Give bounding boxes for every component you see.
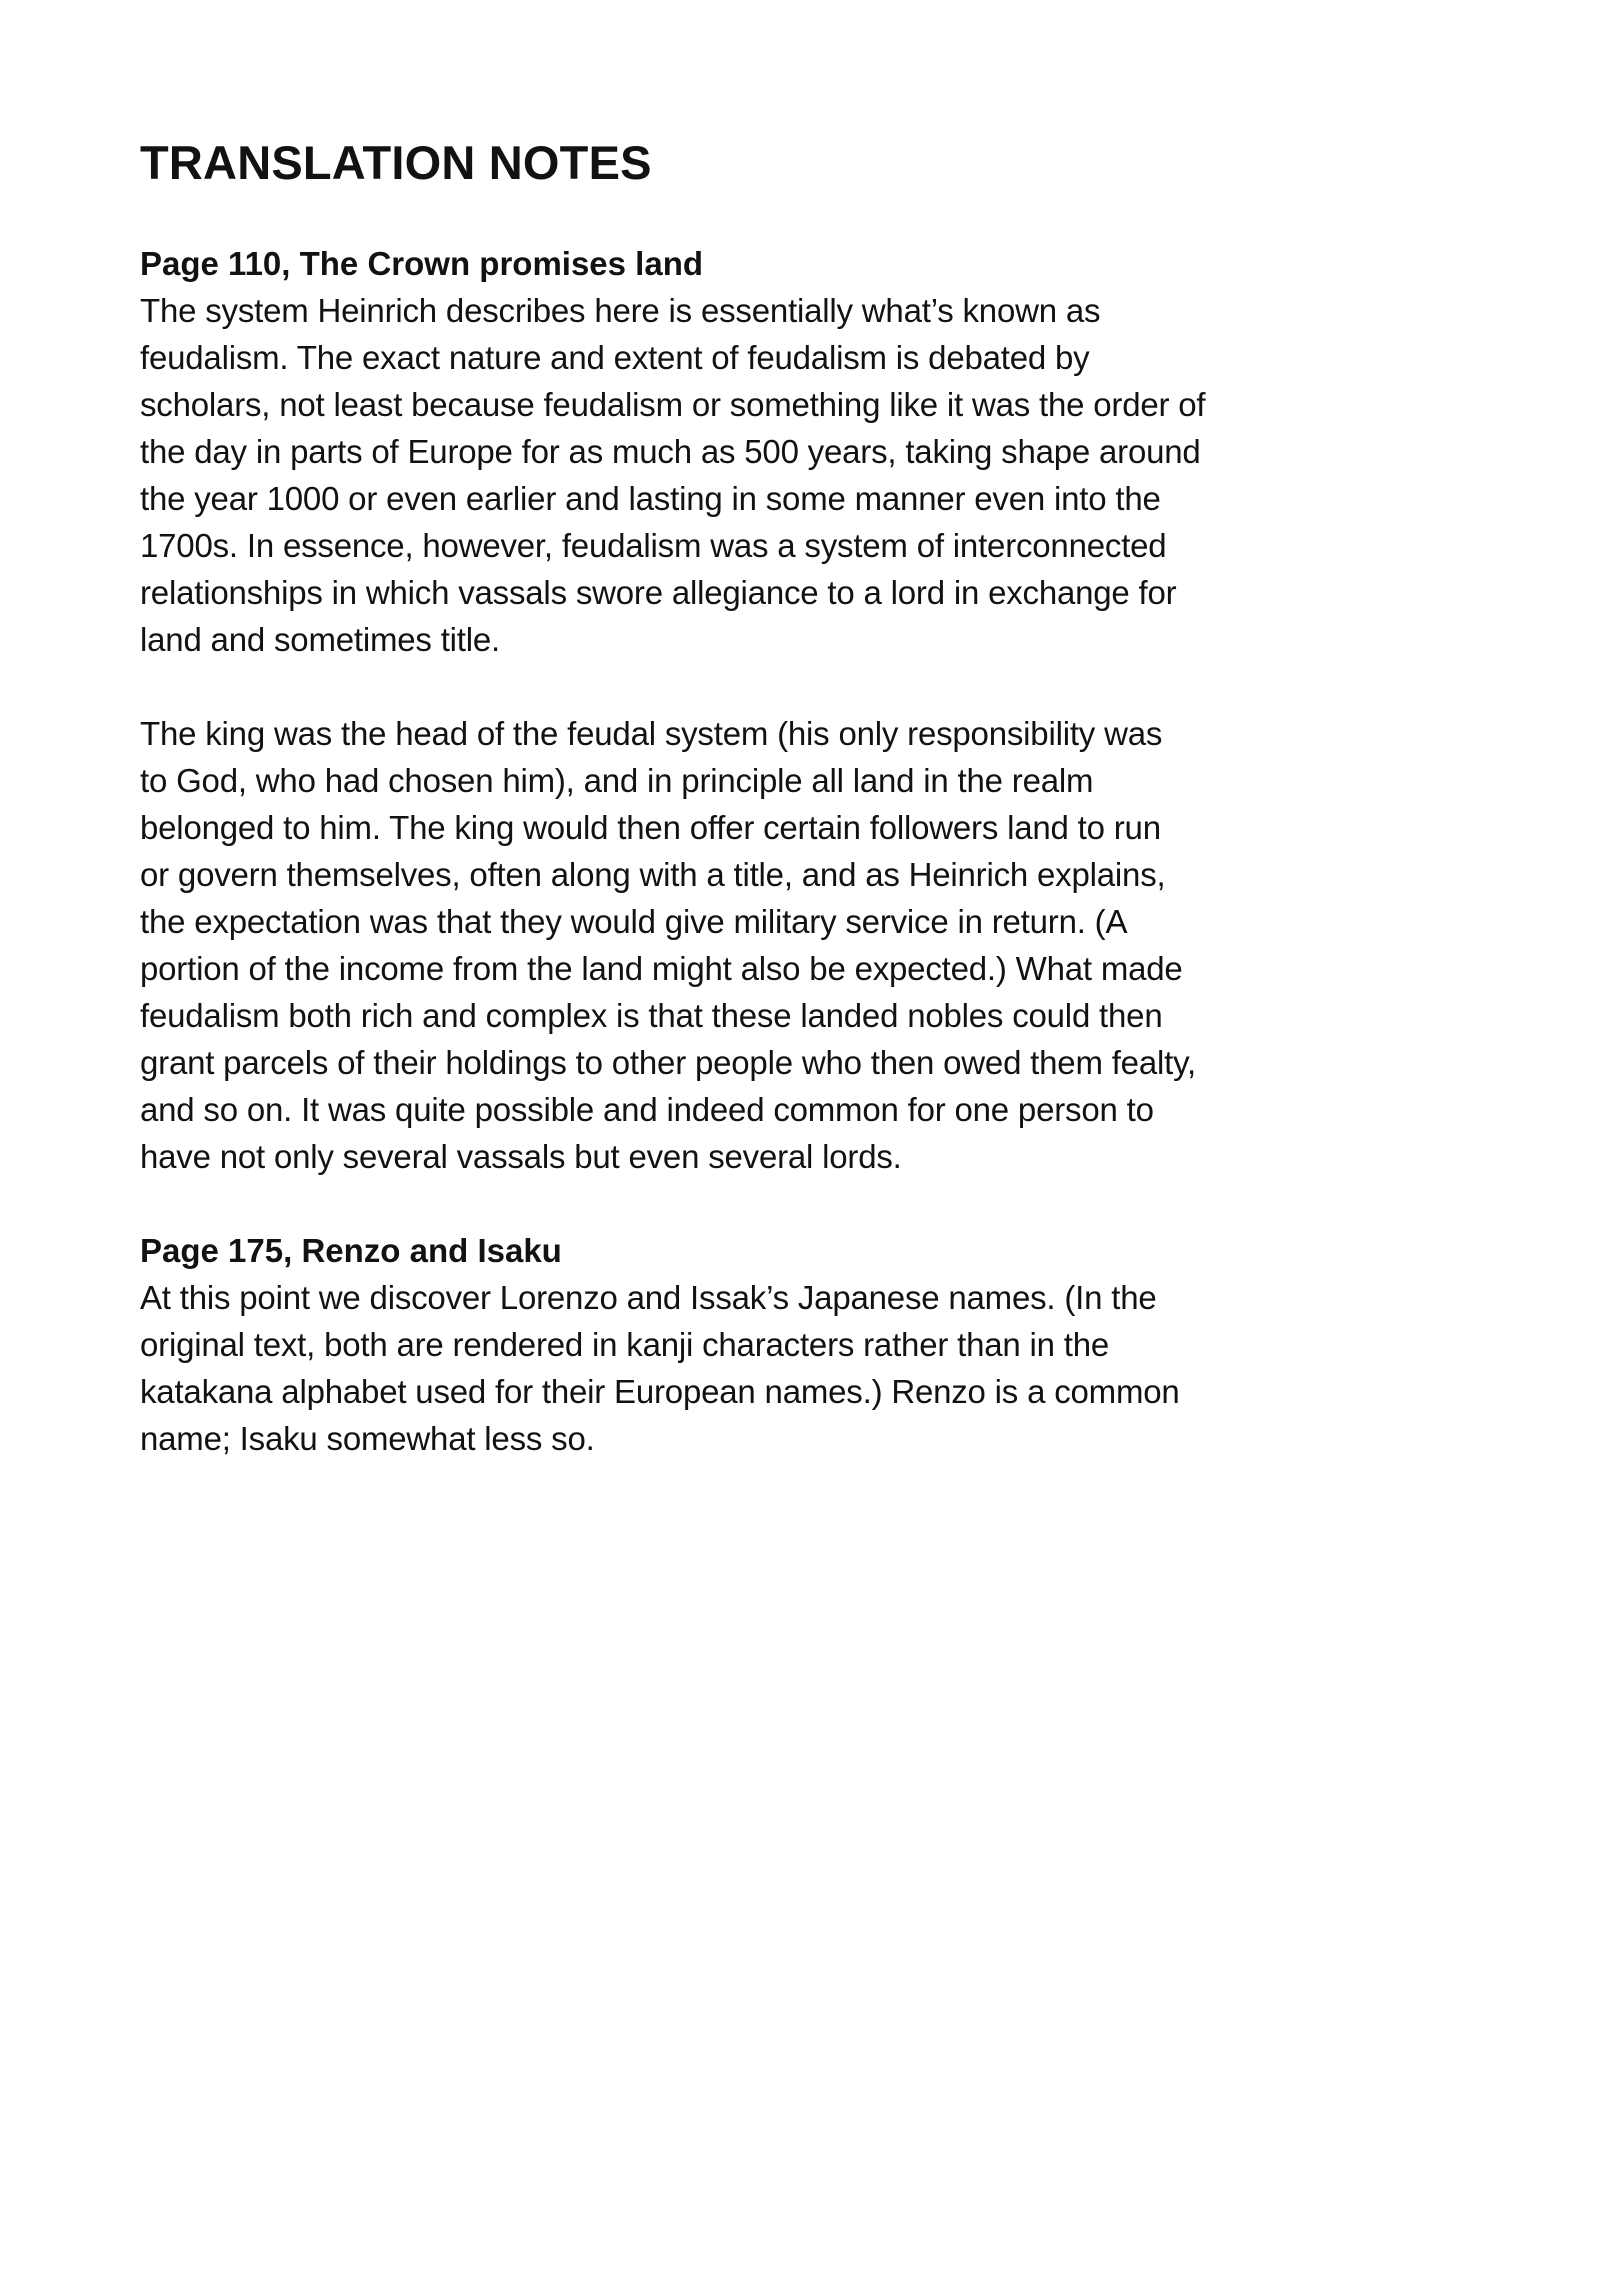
text-line: belonged to him. The king would then offer certain followers land to run — [140, 809, 1161, 846]
text-line: or govern themselves, often along with a title, and as Heinrich explains, — [140, 856, 1166, 893]
paragraph — [140, 1274, 1540, 1462]
section-page-110 — [140, 240, 1540, 1180]
text-line: the expectation was that they would give military service in return. (A — [140, 903, 1128, 940]
paragraph — [140, 287, 1540, 663]
text-line: and so on. It was quite possible and indeed common for one person to — [140, 1091, 1154, 1128]
section-heading: Page 175, Renzo and Isaku — [140, 1232, 562, 1269]
text-line: the day in parts of Europe for as much as 500 years, taking shape around — [140, 433, 1201, 470]
text-line: name; Isaku somewhat less so. — [140, 1420, 595, 1457]
page-title: TRANSLATION NOTES — [140, 136, 652, 189]
section-page-175 — [140, 1227, 1540, 1462]
text-line: At this point we discover Lorenzo and Issak’s Japanese names. (In the — [140, 1279, 1157, 1316]
text-line: 1700s. In essence, however, feudalism was a system of interconnected — [140, 527, 1167, 564]
text-line: to God, who had chosen him), and in principle all land in the realm — [140, 762, 1094, 799]
text-line: land and sometimes title. — [140, 621, 501, 658]
page-content — [140, 138, 1540, 1462]
text-line: katakana alphabet used for their European names.) Renzo is a common — [140, 1373, 1180, 1410]
text-line: the year 1000 or even earlier and lasting in some manner even into the — [140, 480, 1161, 517]
paragraph — [140, 710, 1540, 1180]
text-line: The system Heinrich describes here is essentially what’s known as — [140, 292, 1101, 329]
text-line: feudalism both rich and complex is that these landed nobles could then — [140, 997, 1163, 1034]
text-line: portion of the income from the land might also be expected.) What made — [140, 950, 1183, 987]
text-line: relationships in which vassals swore allegiance to a lord in exchange for — [140, 574, 1177, 611]
text-line: have not only several vassals but even several lords. — [140, 1138, 902, 1175]
text-line: scholars, not least because feudalism or something like it was the order of — [140, 386, 1206, 423]
text-line: The king was the head of the feudal system (his only responsibility was — [140, 715, 1163, 752]
text-line: grant parcels of their holdings to other people who then owed them fealty, — [140, 1044, 1196, 1081]
text-line: feudalism. The exact nature and extent of feudalism is debated by — [140, 339, 1090, 376]
section-heading: Page 110, The Crown promises land — [140, 245, 704, 282]
text-line: original text, both are rendered in kanji characters rather than in the — [140, 1326, 1110, 1363]
